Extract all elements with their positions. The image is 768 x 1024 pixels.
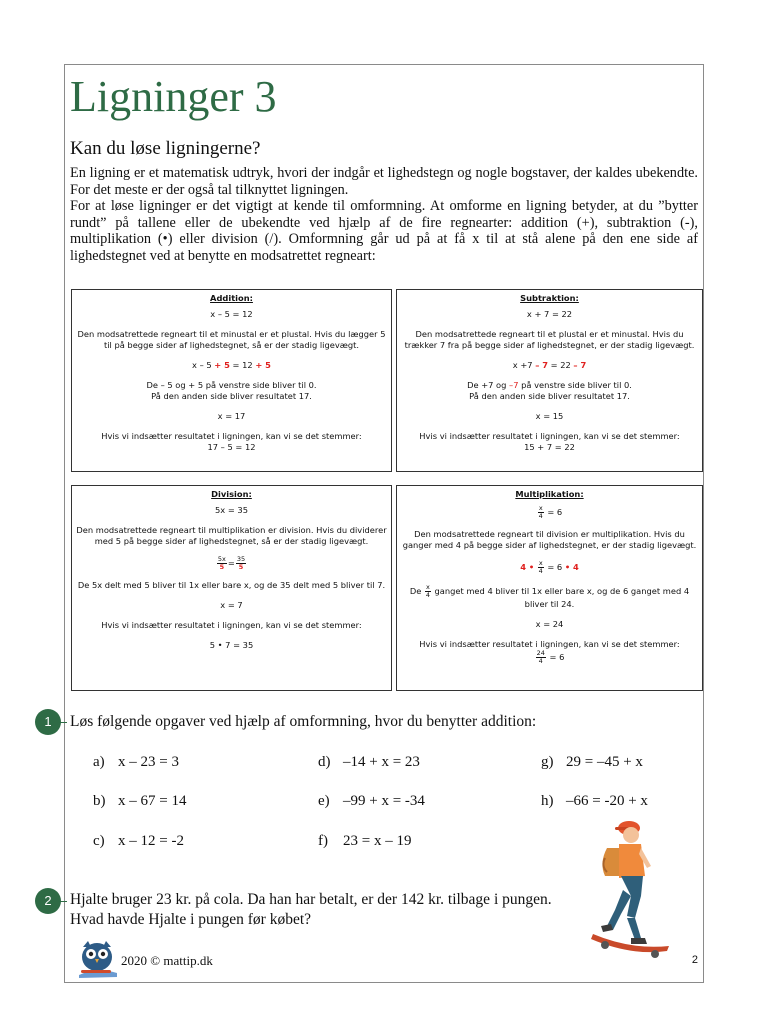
addition-result: x = 17	[217, 411, 246, 421]
division-frac-right-den: 5	[238, 563, 244, 571]
owl-logo-icon	[75, 937, 119, 979]
multiplication-step-times-right: • 4	[564, 562, 579, 572]
exercise-c-expr: x – 12 = -2	[118, 833, 184, 849]
division-note: De 5x delt med 5 bliver til 1x eller bare x, og de 35 delt med 5 bliver til 7.	[77, 580, 386, 590]
division-explanation: Den modsatrettede regneart til multiplikation er division. Hvis du dividerer med 5 på begge sider af lighedstegnet, så er der stadig ligevægt.	[76, 525, 387, 546]
exercise-g-expr: 29 = –45 + x	[566, 754, 643, 770]
addition-step-plus-right: + 5	[255, 360, 271, 370]
addition-equation: x – 5 = 12	[210, 309, 253, 319]
multiplication-check-fraction	[536, 650, 546, 665]
addition-note-2: På den anden side bliver resultatet 17.	[151, 391, 312, 401]
addition-step-left: x – 5	[192, 360, 215, 370]
division-frac-left-num: 5x	[217, 555, 226, 563]
task-1-badge: 1	[35, 709, 61, 735]
subtraction-step-minus-right: – 7	[573, 360, 587, 370]
multiplication-step-frac-num: x	[538, 559, 543, 567]
multiplication-check-den: 4	[538, 657, 543, 665]
multiplication-step	[401, 560, 698, 575]
task-2-badge: 2	[35, 888, 61, 914]
division-fraction-left	[217, 556, 227, 571]
subtraction-note-1-c: på venstre side bliver til 0.	[518, 380, 632, 390]
multiplication-frac-num: x	[538, 504, 543, 512]
task-2-line-2: Hvad havde Hjalte i pungen før købet?	[70, 911, 312, 928]
multiplication-eq-rest: = 6	[547, 507, 563, 517]
exercise-f	[318, 832, 411, 850]
subtraction-check: 15 + 7 = 22	[524, 442, 575, 452]
multiplication-fraction	[538, 505, 544, 520]
multiplication-result: x = 24	[535, 619, 564, 629]
exercise-c-label: c)	[93, 833, 105, 849]
division-check-text: Hvis vi indsætter resultatet i ligningen, kan vi se det stemmer:	[101, 620, 362, 630]
subtraction-explanation: Den modsatrettede regneart til et plustal er et minustal. Hvis du trækker 7 fra på begge sider af lighedstegnet, er der stadig ligevægt.	[404, 329, 695, 350]
division-fraction-right	[236, 556, 246, 571]
exercise-b-label: b)	[93, 793, 106, 809]
multiplication-equation	[401, 505, 698, 520]
multiplication-note-frac-num: x	[425, 583, 430, 591]
exercise-b-expr: x – 67 = 14	[118, 793, 187, 809]
exercise-d-label: d)	[318, 754, 331, 770]
page-number: 2	[691, 954, 698, 966]
addition-explanation: Den modsatrettede regneart til et minustal er et plustal. Hvis du lægger 5 til på begge sider af lighedstegnet, så er der stadig ligevægt.	[77, 329, 386, 350]
multiplication-step-left: 4 •	[520, 562, 535, 572]
exercise-e-expr: –99 + x = -34	[343, 793, 425, 809]
multiplication-step-right: = 6	[547, 562, 565, 572]
division-step	[76, 556, 387, 571]
exercise-d-expr: –14 + x = 23	[343, 754, 420, 770]
subtraction-note-2: På den anden side bliver resultatet 17.	[469, 391, 630, 401]
exercise-a-expr: x – 23 = 3	[118, 754, 179, 770]
subtraction-step	[401, 360, 698, 371]
multiplication-heading: Multiplikation:	[515, 489, 584, 499]
division-result: x = 7	[220, 600, 243, 610]
addition-step	[76, 360, 387, 371]
exercise-e-label: e)	[318, 793, 330, 809]
division-heading: Division:	[211, 489, 252, 499]
intro-paragraph-1: En ligning er et matematisk udtryk, hvori der indgår et lighedstegn og nogle bogstaver, der kaldes ubekendte. For det meste er der også tal tilknyttet ligningen.	[70, 165, 698, 198]
exercise-g-label: g)	[541, 754, 554, 770]
exercise-b	[93, 792, 186, 810]
division-box	[71, 485, 392, 691]
page-subtitle: Kan du løse ligningerne?	[70, 138, 261, 159]
multiplication-step-fraction	[538, 560, 544, 575]
subtraction-note-1-a: De +7 og	[467, 380, 510, 390]
multiplication-check-rest: = 6	[549, 652, 565, 662]
exercise-c	[93, 832, 184, 850]
division-frac-left-den: 5	[219, 563, 225, 571]
addition-step-plus-left: + 5	[214, 360, 230, 370]
intro-text	[70, 165, 698, 265]
division-frac-right-num: 35	[236, 555, 246, 563]
division-check: 5 • 7 = 35	[209, 640, 254, 650]
multiplication-step-frac-den: 4	[538, 567, 543, 575]
task-2-line-1: Hjalte bruger 23 kr. på cola. Da han har betalt, er der 142 kr. tilbage i pungen.	[70, 891, 552, 908]
multiplication-frac-den: 4	[538, 512, 543, 520]
multiplication-check-num: 24	[536, 649, 545, 657]
multiplication-note-b: ganget med 4 bliver til 1x eller bare x, og de 6 ganget med 4 bliver til 24.	[434, 586, 690, 609]
multiplication-note-frac-den: 4	[425, 591, 430, 599]
division-equals: =	[227, 558, 235, 568]
subtraction-note-1	[401, 380, 698, 391]
exercise-d	[318, 753, 420, 771]
multiplication-note	[401, 584, 698, 610]
subtraction-result: x = 15	[535, 411, 564, 421]
task-1-text: Løs følgende opgaver ved hjælp af omformning, hvor du benytter addition:	[70, 713, 537, 730]
exercise-h-expr: –66 = -20 + x	[566, 793, 648, 809]
exercise-h	[541, 792, 648, 810]
division-equation: 5x = 35	[215, 505, 248, 515]
worksheet-page	[64, 64, 704, 983]
addition-step-right: = 12	[229, 360, 256, 370]
exercise-f-label: f)	[318, 833, 328, 849]
subtraction-equation: x + 7 = 22	[526, 309, 573, 319]
multiplication-note-fraction	[425, 584, 431, 599]
subtraction-check-text: Hvis vi indsætter resultatet i ligningen, kan vi se det stemmer:	[419, 431, 680, 441]
subtraction-heading: Subtraktion:	[520, 293, 579, 303]
addition-check-text: Hvis vi indsætter resultatet i ligningen, kan vi se det stemmer:	[101, 431, 362, 441]
addition-check: 17 – 5 = 12	[207, 442, 256, 452]
subtraction-step-left: x +7	[512, 360, 536, 370]
page-title: Ligninger 3	[70, 72, 277, 121]
exercise-f-expr: 23 = x – 19	[343, 833, 412, 849]
addition-note-1: De – 5 og + 5 på venstre side bliver til 0.	[146, 380, 317, 390]
exercise-e	[318, 792, 425, 810]
skateboarder-illustration	[591, 818, 671, 963]
addition-heading: Addition:	[210, 293, 253, 303]
exercise-h-label: h)	[541, 793, 554, 809]
subtraction-box	[396, 289, 703, 472]
intro-paragraph-2: For at løse ligninger er det vigtigt at kende til omformning. At omforme en ligning betyder, at du ”bytter rundt” på tallene eller de ubekendte ved hjælp af de fire regnearter: addition (+), subtraktion (-), multiplikation (•) eller division (/). Omformning går ud på at få x til at stå alene på den ene side af lighedstegnet ved at benytte en modsatrettet regneart:	[70, 198, 698, 264]
multiplication-note-a: De	[409, 586, 422, 596]
exercise-a-label: a)	[93, 754, 105, 770]
multiplication-check	[401, 650, 698, 665]
footer-copyright: 2020 © mattip.dk	[121, 953, 213, 968]
multiplication-explanation: Den modsatrettede regneart til division er multiplikation. Hvis du ganger med 4 på begge sider af lighedstegnet, er der stadig ligevægt.	[402, 529, 697, 550]
subtraction-step-minus-left: – 7	[535, 360, 548, 370]
exercise-a	[93, 753, 179, 771]
subtraction-step-right: = 22	[548, 360, 574, 370]
exercise-g	[541, 753, 643, 771]
multiplication-box	[396, 485, 703, 691]
multiplication-check-text: Hvis vi indsætter resultatet i ligningen, kan vi se det stemmer:	[419, 639, 680, 649]
subtraction-note-1-b: –7	[509, 380, 519, 390]
addition-box	[71, 289, 392, 472]
